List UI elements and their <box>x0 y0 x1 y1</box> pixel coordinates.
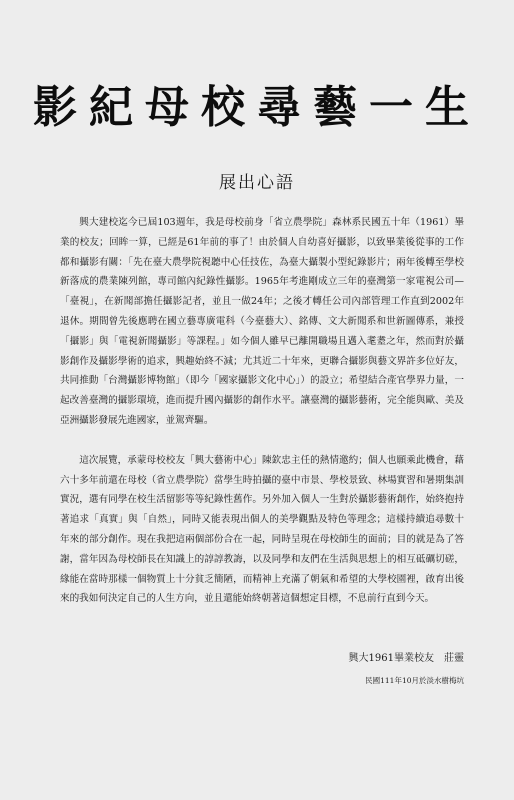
date-location-line: 民國111年10月於淡水樹梅坑 <box>365 676 464 685</box>
paragraph-1: 興大建校迄今已屆103週年，我是母校前身「省立農學院」森林系民國五十年（1961）畢業的校友；回眸一算，已經是61年前的事了！由於個人自幼喜好攝影，以致畢業後從事的工作都和攝影有關：「先在臺大農學院視聽中心任技佐，為臺大攝製小型紀錄影片；兩年後轉至學校新落成的農業陳列館，專司館內紀錄性攝影。1965年考進剛成立三年的臺灣第一家電視公司—「臺視」，在新聞部擔任攝影記者，並且一做24年；之後才轉任公司內部管理工作直到2002年退休。期間曾先後應聘在國立藝專廣電科（今臺藝大）、銘傳、文大新聞系和世新圖傳系，兼授「攝影」與「電視新聞攝影」等課程。」如今個人雖早已離開職場且邁入耄耋之年，然而對於攝影創作及攝影學術的追求，興趣始終不減；尤其近二十年來，更聯合攝影與藝文界許多位好友，共同推動「台灣攝影博物館」（即今「國家攝影文化中心」）的設立；希望結合產官學界力量，一起改善臺灣的攝影環境，進而提升國內攝影的創作水平。讓臺灣的攝影藝術，完全能與歐、美及亞洲攝影發展先進國家，並駕齊驅。 <box>60 217 464 426</box>
page-title: 影紀母校尋藝一生 <box>33 82 481 133</box>
author-signature: 興大1961畢業校友 莊靈 <box>348 653 464 664</box>
statement-body <box>60 213 464 609</box>
page-subtitle: 展出心語 <box>219 173 295 193</box>
paragraph-2: 這次展覽，承蒙母校校友「興大藝術中心」陳欽忠主任的熱情邀約；個人也願乘此機會，藉六十多年前還在母校（省立農學院）當學生時拍攝的臺中市景、學校景致、林場實習和暑期集訓實況，選有同學在校生活留影等等紀錄性舊作。另外加入個人一生對於攝影藝術創作，始終抱持著追求「真實」與「自然」，同時又能表現出個人的美學觀點及特色等理念；這樣持續追尋數十年來的部分創作。現在我把這兩個部份合在一起，同時呈現在母校師生的面前；目的就是為了答謝，當年因為母校師長在知識上的諄諄教誨，以及同學和友們在生活與思想上的相互砥礪切磋，緣能在當時那樣一個物質上十分貧乏簡陋，而精神上充滿了朝氣和希望的大學校園裡，啟育出後來的我如何決定自己的人生方向，並且還能始終朝著這個想定目標，不息前行直到今天。 <box>60 454 464 605</box>
